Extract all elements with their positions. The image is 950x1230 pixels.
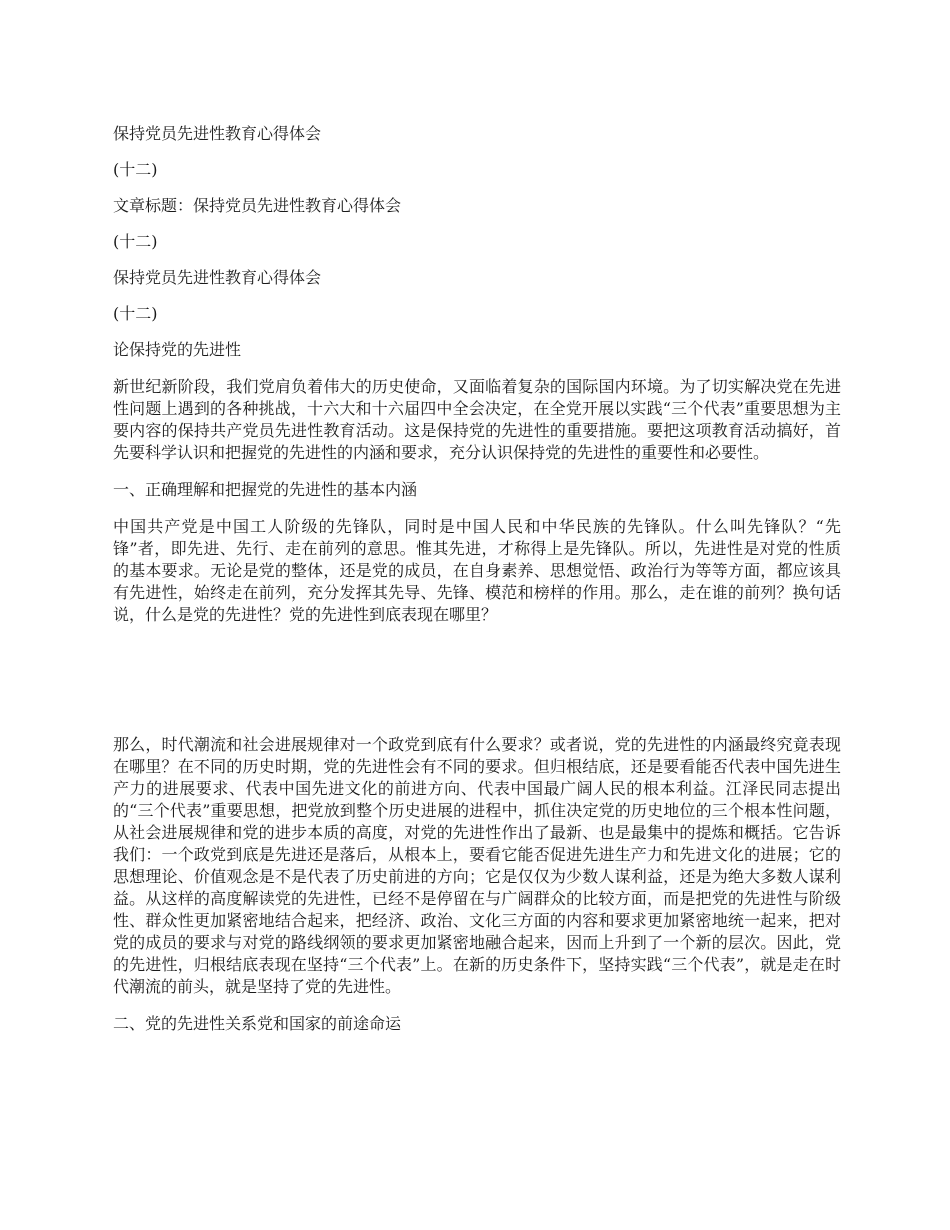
intro-paragraph: 新世纪新阶段，我们党肩负着伟大的历史使命，又面临着复杂的国际国内环境。为了切实解决党在先进性问题上遇到的各种挑战，十六大和十六届四中全会决定，在全党开展以实践“三个代表”重要思想为主要内容的保持共产党员先进性教育活动。这是保持党的先进性的重要措施。要把这项教育活动搞好，首先要科学认识和把握党的先进性的内涵和要求，充分认识保持党的先进性的重要性和必要性。 [113, 377, 841, 462]
section-2-heading: 二、党的先进性关系党和国家的前途命运 [113, 1014, 402, 1033]
section-1-paragraph-1: 中国共产党是中国工人阶级的先锋队，同时是中国人民和中华民族的先锋队。什么叫先锋队？“先锋”者，即先进、先行、走在前列的意思。惟其先进，才称得上是先锋队。所以，先进性是对党的性质的基本要求。无论是党的整体，还是党的成员，在自身素养、思想觉悟、政治行为等等方面，都应该具有先进性，始终走在前列，充分发挥其先导、先锋、模范和榜样的作用。那么，走在谁的前列？换句话说，什么是党的先进性？党的先进性到底表现在哪里？ [113, 517, 841, 624]
blank-space [113, 642, 841, 734]
document-title: 保持党员先进性教育心得体会 [113, 124, 322, 143]
section-1-heading: 一、正确理解和把握党的先进性的基本内涵 [113, 480, 418, 499]
article-number: (十二) [113, 232, 158, 251]
document-number: (十二) [113, 160, 158, 179]
document-page [113, 124, 841, 1050]
repeated-number: (十二) [113, 304, 158, 323]
article-title: 文章标题：保持党员先进性教育心得体会 [113, 196, 402, 215]
repeated-title: 保持党员先进性教育心得体会 [113, 268, 322, 287]
section-1-paragraph-2: 那么，时代潮流和社会进展规律对一个政党到底有什么要求？或者说，党的先进性的内涵最终究竟表现在哪里？在不同的历史时期，党的先进性会有不同的要求。但归根结底，还是要看能否代表中国先进生产力的进展要求、代表中国先进文化的前进方向、代表中国最广阔人民的根本利益。江泽民同志提出的“三个代表”重要思想，把党放到整个历史进展的进程中，抓住决定党的历史地位的三个根本性问题，从社会进展规律和党的进步本质的高度，对党的先进性作出了最新、也是最集中的提炼和概括。它告诉我们：一个政党到底是先进还是落后，从根本上，要看它能否促进先进生产力和先进文化的进展；它的思想理论、价值观念是不是代表了历史前进的方向；它是仅仅为少数人谋利益，还是为绝大多数人谋利益。从这样的高度解读党的先进性，已经不是停留在与广阔群众的比较方面，而是把党的先进性与阶级性、群众性更加紧密地结合起来，把经济、政治、文化三方面的内容和要求更加紧密地统一起来，把对党的成员的要求与对党的路线纲领的要求更加紧密地融合起来，因而上升到了一个新的层次。因此，党的先进性，归根结底表现在坚持“三个代表”上。在新的历史条件下，坚持实践“三个代表”，就是走在时代潮流的前头，就是坚持了党的先进性。 [113, 735, 841, 996]
subtitle: 论保持党的先进性 [113, 340, 242, 359]
